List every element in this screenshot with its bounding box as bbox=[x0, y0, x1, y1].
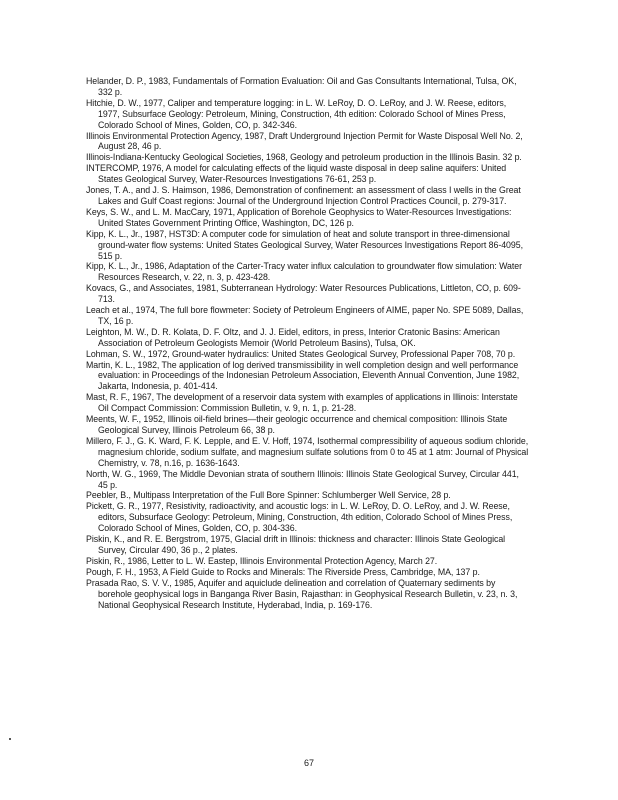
reference-entry: Peebler, B., Multipass Interpretation of the Full Bore Spinner: Schlumberger Well Service, 28 p. bbox=[86, 490, 451, 501]
reference-entry: Hitchie, D. W., 1977, Caliper and temperature logging: in L. W. LeRoy, D. O. LeRoy, and J. W. Reese, editors, 1977, Subsurface Geology: Petroleum, Mining, Construction, 4th edition: Colorado School of Mines Press, Colorado School of Mines, Golden, CO, p. 342-346. bbox=[86, 97, 507, 130]
reference-entry: Keys, S. W., and L. M. MacCary, 1971, Application of Borehole Geophysics to Water-Resources Investigations: United States Government Printing Office, Washington, DC, 126 p. bbox=[86, 206, 512, 228]
reference-entry: Pickett, G. R., 1977, Resistivity, radioactivity, and acoustic logs: in L. W. LeRoy, D. O. LeRoy, and J. W. Reese, editors, Subsurface Geology: Petroleum, Mining, Construction, 4th edition, Colorado School of Mines Press, Colorado School of Mines, Golden, CO, p. 304-336. bbox=[86, 501, 513, 534]
scan-speck bbox=[9, 738, 11, 740]
reference-entry: Pough, F. H., 1953, A Field Guide to Rocks and Minerals: The Riverside Press, Cambridge, MA, 137 p. bbox=[86, 566, 480, 577]
reference-entry: Leighton, M. W., D. R. Kolata, D. F. Oltz, and J. J. Eidel, editors, in press, Interior Cratonic Basins: American Association of Petroleum Geologists Memoir (World Petroleum Basins), Tulsa, OK. bbox=[86, 326, 500, 348]
reference-entry: Kipp, K. L., Jr., 1987, HST3D: A computer code for simulation of heat and solute transport in three-dimensional ground-water flow systems: United States Geological Survey, Water Resources Investigations Report 86-4095, 515 p. bbox=[86, 228, 523, 261]
reference-entry: Leach et al., 1974, The full bore flowmeter: Society of Petroleum Engineers of AIME, paper No. SPE 5089, Dallas, TX, 16 p. bbox=[86, 305, 524, 326]
reference-entry: INTERCOMP, 1976, A model for calculating effects of the liquid waste disposal in deep saline aquifers: United States Geological Survey, Water-Resources Investigations 76-61, 253 p. bbox=[86, 163, 507, 185]
reference-entry: Piskin, K., and R. E. Bergstrom, 1975, Glacial drift in Illinois: thickness and character: Illinois State Geological Survey, Circular 490, 36 p., 2 plates. bbox=[86, 534, 506, 555]
reference-list bbox=[86, 76, 530, 610]
page-number: 67 bbox=[303, 758, 314, 768]
reference-entry: Illinois Environmental Protection Agency, 1987, Draft Underground Injection Permit for Waste Disposal Well No. 2, August 28, 46 p. bbox=[86, 130, 523, 152]
reference-entry: Kovacs, G., and Associates, 1981, Subterranean Hydrology: Water Resources Publications, Littleton, CO, p. 609-713. bbox=[86, 283, 521, 305]
reference-entry: Helander, D. P., 1983, Fundamentals of Formation Evaluation: Oil and Gas Consultants International, Tulsa, OK, 332 p. bbox=[86, 76, 517, 97]
reference-entry: Mast, R. F., 1967, The development of a reservoir data system with examples of applications in Illinois: Interstate Oil Compact Commission: Commission Bulletin, v. 9, n. 1, p. 21-28. bbox=[86, 392, 518, 414]
reference-entry: Lohman, S. W., 1972, Ground-water hydraulics: United States Geological Survey, Professional Paper 708, 70 p. bbox=[86, 348, 516, 359]
reference-entry: Piskin, R., 1986, Letter to L. W. Eastep, Illinois Environmental Protection Agency, March 27. bbox=[86, 555, 438, 566]
reference-entry: Martin, K. L., 1982, The application of log derived transmissibility in well completion design and well performance evaluation: in Proceedings of the Indonesian Petroleum Association, Eleventh Annual Convention, June 1982, Jakarta, Indonesia, p. 401-414. bbox=[86, 359, 520, 392]
reference-entry: Kipp, K. L., Jr., 1986, Adaptation of the Carter-Tracy water influx calculation to groundwater flow simulation: Water Resources Research, v. 22, n. 3, p. 423-428. bbox=[86, 261, 523, 283]
reference-entry: Illinois-Indiana-Kentucky Geological Societies, 1968, Geology and petroleum production in the Illinois Basin. 32 p. bbox=[86, 152, 522, 163]
reference-entry: Meents, W. F., 1952, Illinois oil-field brines—their geologic occurrence and chemical composition: Illinois State Geological Survey, Illinois Petroleum 66, 38 p. bbox=[86, 414, 508, 435]
reference-entry: North, W. G., 1969, The Middle Devonian strata of southern Illinois: Illinois State Geological Survey, Circular 441, 45 p. bbox=[86, 468, 519, 490]
reference-entry: Prasada Rao, S. V. V., 1985, Aquifer and aquiclude delineation and correlation of Quaternary sediments by borehole geophysical logs in Banganga River Basin, Rajasthan: in Geophysical Research Bulletin, v. 23, n. 3, National Geophysical Research Institute, Hyderabad, India, p. 169-176. bbox=[86, 577, 518, 610]
reference-entry: Millero, F. J., G. K. Ward, F. K. Lepple, and E. V. Hoff, 1974, Isothermal compressibility of aqueous sodium chloride, magnesium chloride, sodium sulfate, and magnesium sulfate solutions from 0 to 45 at 1 atm: Journal of Physical Chemistry, v. 78, n.16, p. 1636-1643. bbox=[86, 435, 529, 468]
reference-entry: Jones, T. A., and J. S. Haimson, 1986, Demonstration of confinement: an assessment of class I wells in the Great Lakes and Gulf Coast regions: Journal of the Underground Injection Control Practices Council, p. 279-317. bbox=[86, 185, 521, 206]
